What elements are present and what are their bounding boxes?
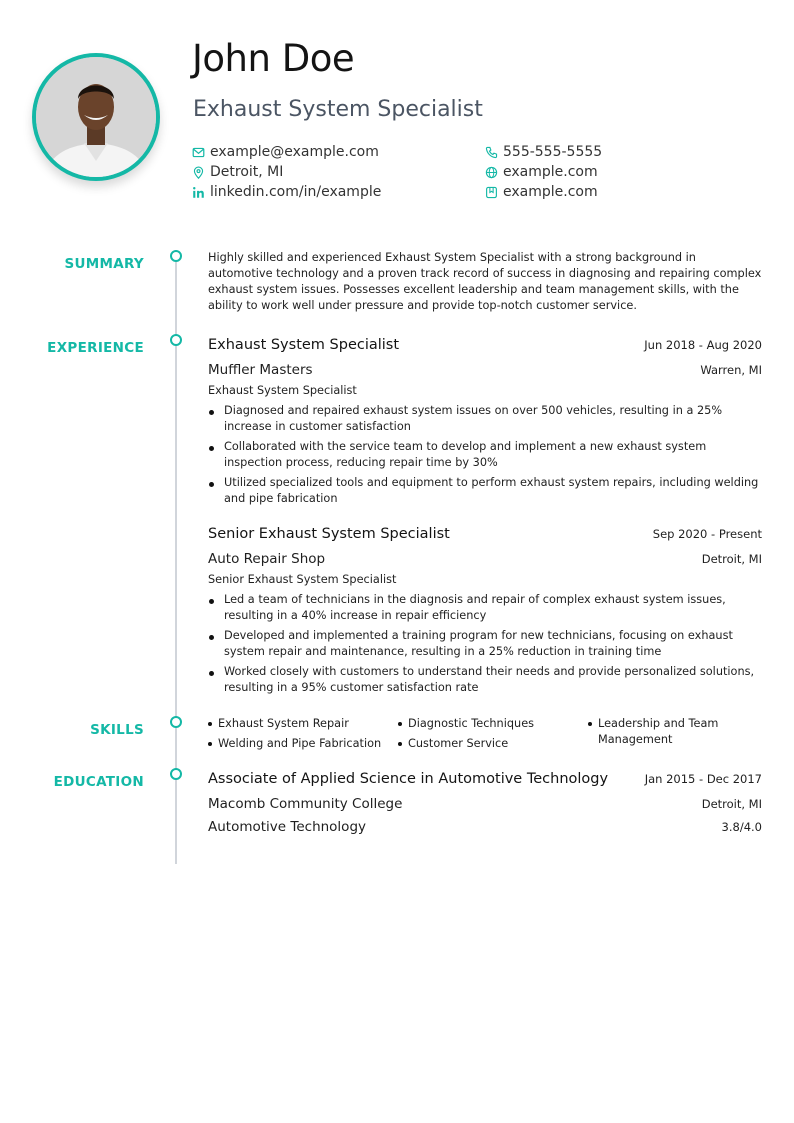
contact-linkedin[interactable] [192,183,381,201]
job-location: Detroit, MI [701,552,762,566]
skill-item: Welding and Pipe Fabrication [208,736,393,752]
skill-item: Leadership and Team Management [588,716,738,748]
job-company: Muffler Masters [208,362,313,378]
job-dates: Sep 2020 - Present [652,527,762,541]
summary-text: Highly skilled and experienced Exhaust System Specialist with a strong background in automotive technology and a proven track record of success in diagnosing and repairing complex exhaust system issues. Possesses excellent leadership and team management skills, with the ability to work well under pressure and provide top-notch customer service. [208,251,762,312]
education-dates: Jan 2015 - Dec 2017 [644,772,762,786]
mail-icon [192,146,205,159]
list-item: Utilized specialized tools and equipment to perform exhaust system repairs, including welding and pipe fabrication [208,475,762,507]
list-item: Collaborated with the service team to develop and implement a new exhaust system inspection process, reducing repair time by 30% [208,439,762,471]
timeline-dot-education [170,768,182,780]
contact-email[interactable] [192,143,379,161]
job-location: Warren, MI [700,363,762,377]
job-title: Exhaust System Specialist [208,337,400,353]
person-photo-icon [36,57,156,177]
contact-portfolio[interactable] [485,183,598,201]
list-item: Developed and implemented a training program for new technicians, focusing on exhaust system repair and maintenance, resulting in a 25% reduction in training time [208,628,762,660]
bookmark-icon [485,186,498,199]
timeline-dot-experience [170,334,182,346]
education-school: Macomb Community College [208,796,403,812]
job-company: Auto Repair Shop [208,551,326,567]
section-heading-education: EDUCATION [53,774,144,790]
section-heading-summary: SUMMARY [64,256,144,272]
phone-text: 555-555-5555 [503,144,603,160]
skill-item: Customer Service [398,736,578,752]
contact-location [192,163,283,181]
contact-website[interactable] [485,163,598,181]
education-field: Automotive Technology [208,819,367,835]
skill-item: Exhaust System Repair [208,716,388,732]
job-role: Senior Exhaust System Specialist [208,573,397,586]
profile-photo [32,53,160,181]
email-text: example@example.com [210,144,379,160]
list-item: Worked closely with customers to understand their needs and provide personalized solutions, resulting in a 95% customer satisfaction rate [208,664,762,696]
timeline-dot-skills [170,716,182,728]
candidate-title: Exhaust System Specialist [193,97,483,122]
job-dates: Jun 2018 - Aug 2020 [644,338,762,352]
list-item: Led a team of technicians in the diagnosis and repair of complex exhaust system issues, resulting in a 40% increase in repair efficiency [208,592,762,624]
education-location: Detroit, MI [701,797,762,811]
section-heading-experience: EXPERIENCE [47,340,144,356]
job-bullets [208,403,762,511]
skill-item: Diagnostic Techniques [398,716,578,732]
phone-icon [485,146,498,159]
candidate-name: John Doe [192,37,355,80]
location-pin-icon [192,166,205,179]
job-title: Senior Exhaust System Specialist [208,526,450,542]
website-text: example.com [503,164,598,180]
globe-icon [485,166,498,179]
timeline-dot-summary [170,250,182,262]
job-bullets [208,592,762,700]
job-role: Exhaust System Specialist [208,384,357,397]
education-degree: Associate of Applied Science in Automotive Technology [208,771,609,787]
linkedin-text: linkedin.com/in/example [210,184,382,200]
education-gpa: 3.8/4.0 [721,820,762,834]
portfolio-text: example.com [503,184,598,200]
location-text: Detroit, MI [210,164,284,180]
section-heading-skills: SKILLS [90,722,144,738]
contact-phone[interactable] [485,143,602,161]
linkedin-icon [192,186,205,199]
list-item: Diagnosed and repaired exhaust system issues on over 500 vehicles, resulting in a 25% increase in customer satisfaction [208,403,762,435]
